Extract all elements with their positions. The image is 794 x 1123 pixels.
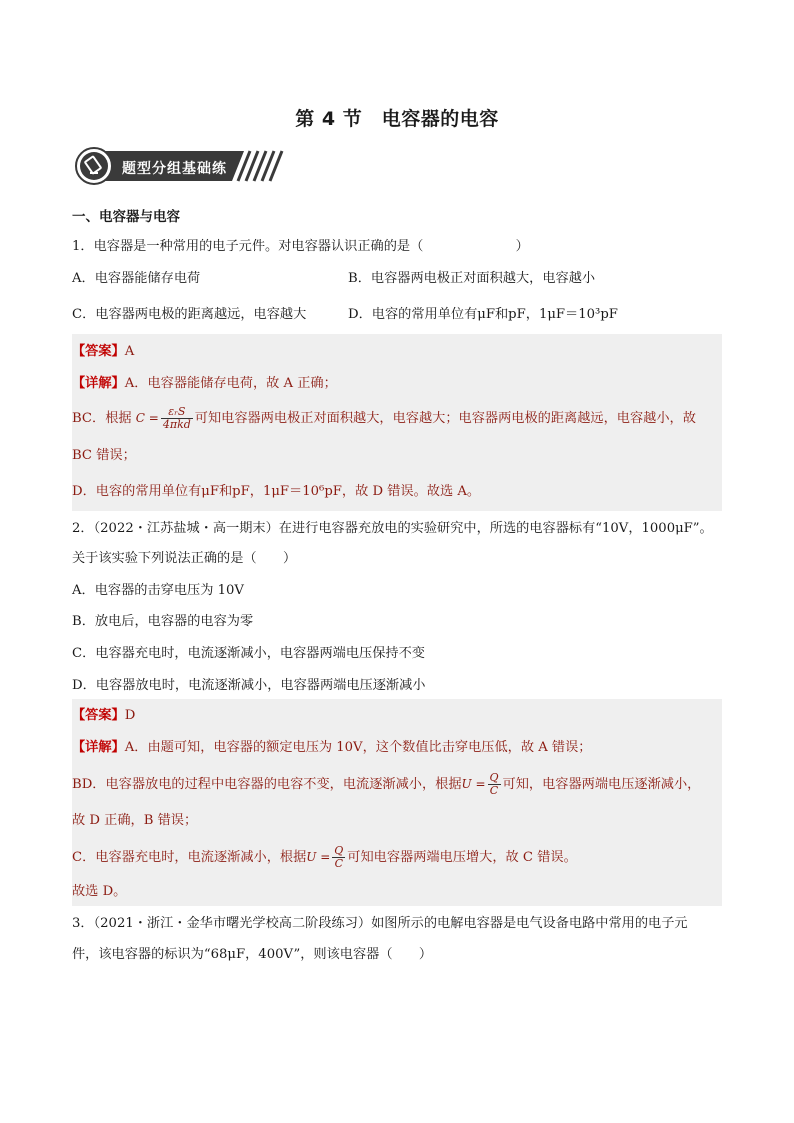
q2-detail-3: 故 D 正确，B 错误； bbox=[72, 813, 198, 828]
detail-label: 【详解】 bbox=[72, 376, 125, 391]
q1-option-c: C．电容器两电极的距离越远，电容越大 bbox=[72, 307, 307, 322]
q2-detail-5: 故选 D。 bbox=[72, 884, 127, 899]
q2-option-b: B．放电后，电容器的电容为零 bbox=[72, 614, 254, 629]
q1-option-d: D．电容的常用单位有μF和pF，1μF＝10³pF bbox=[348, 307, 618, 322]
q2-detail-1: 【详解】A．由题可知，电容器的额定电压为 10V，这个数值比击穿电压低，故 A 错误； bbox=[72, 740, 592, 755]
q1-stem: 1．电容器是一种常用的电子元件。对电容器认识正确的是（ ） bbox=[72, 239, 529, 254]
q3-stem-2: 件，该电容器的标识为“68μF，400V”，则该电容器（ ） bbox=[72, 947, 433, 962]
q2-option-a: A．电容器的击穿电压为 10V bbox=[72, 583, 244, 598]
q2-detail-2: BD．电容器放电的过程中电容器的电容不变，电流逐渐减小，根据U = $\frac{Q}{C}$ 可知，电容器两端电压逐渐减小， bbox=[72, 771, 701, 797]
formula-lhs: C = bbox=[135, 411, 159, 425]
answer-label: 【答案】 bbox=[72, 344, 125, 359]
q3-stem-1: 3．（2021・浙江・金华市曙光学校高二阶段练习）如图所示的电解电容器是电气设备电路中常用的电子元 bbox=[72, 916, 688, 931]
capacitance-formula: $\frac{\text{εᵣS}}{\text{4πkd}}$ bbox=[162, 405, 191, 431]
answer-value: D bbox=[124, 708, 136, 723]
q2-answer bbox=[72, 706, 135, 726]
q1-option-a: A．电容器能储存电荷 bbox=[72, 271, 201, 286]
formula-lhs: U = bbox=[461, 777, 486, 791]
q1-answer bbox=[72, 342, 134, 362]
q1-detail-1: 【详解】A．电容器能储存电荷，故 A 正确； bbox=[72, 376, 337, 391]
formula-lhs: U = bbox=[306, 850, 331, 864]
answer-label: 【答案】 bbox=[72, 708, 125, 723]
q2-detail-4: C．电容器充电时，电流逐渐减小，根据U = $\frac{Q}{C}$ 可知电容器两端电压增大，故 C 错误。 bbox=[72, 844, 577, 870]
page-title: 第 4 节 电容器的电容 bbox=[295, 108, 499, 130]
q2-option-c: C．电容器充电时，电流逐渐减小，电容器两端电压保持不变 bbox=[72, 646, 425, 661]
voltage-formula: $\frac{Q}{C}$ bbox=[334, 844, 344, 870]
detail-label: 【详解】 bbox=[72, 740, 125, 755]
q1-detail-3: BC 错误； bbox=[72, 448, 136, 463]
voltage-formula: $\frac{Q}{C}$ bbox=[489, 771, 499, 797]
section-heading: 一、电容器与电容 bbox=[72, 209, 180, 225]
q1-detail-4: D．电容的常用单位有μF和pF，1μF＝10⁶pF，故 D 错误。故选 A。 bbox=[72, 484, 481, 499]
q2-stem-2: 关于该实验下列说法正确的是（ ） bbox=[72, 551, 297, 566]
answer-value: A bbox=[124, 344, 135, 359]
q2-option-d: D．电容器放电时，电流逐渐减小，电容器两端电压逐渐减小 bbox=[72, 678, 426, 693]
q2-answer-box bbox=[72, 699, 722, 906]
q1-option-b: B．电容器两电极正对面积越大，电容越小 bbox=[348, 271, 596, 286]
q2-stem-1: 2．（2022・江苏盐城・高一期末）在进行电容器充放电的实验研究中，所选的电容器标有“10V，1000μF”。 bbox=[72, 521, 713, 536]
banner-label: 题型分组基础练 bbox=[122, 161, 227, 177]
q1-detail-2: BC．根据 C = $\frac{\text{εᵣS}}{\text{4πkd}}$ 可知电容器两电极正对面积越大，电容越大；电容器两电极的距离越远，电容越小，故 bbox=[72, 405, 696, 431]
